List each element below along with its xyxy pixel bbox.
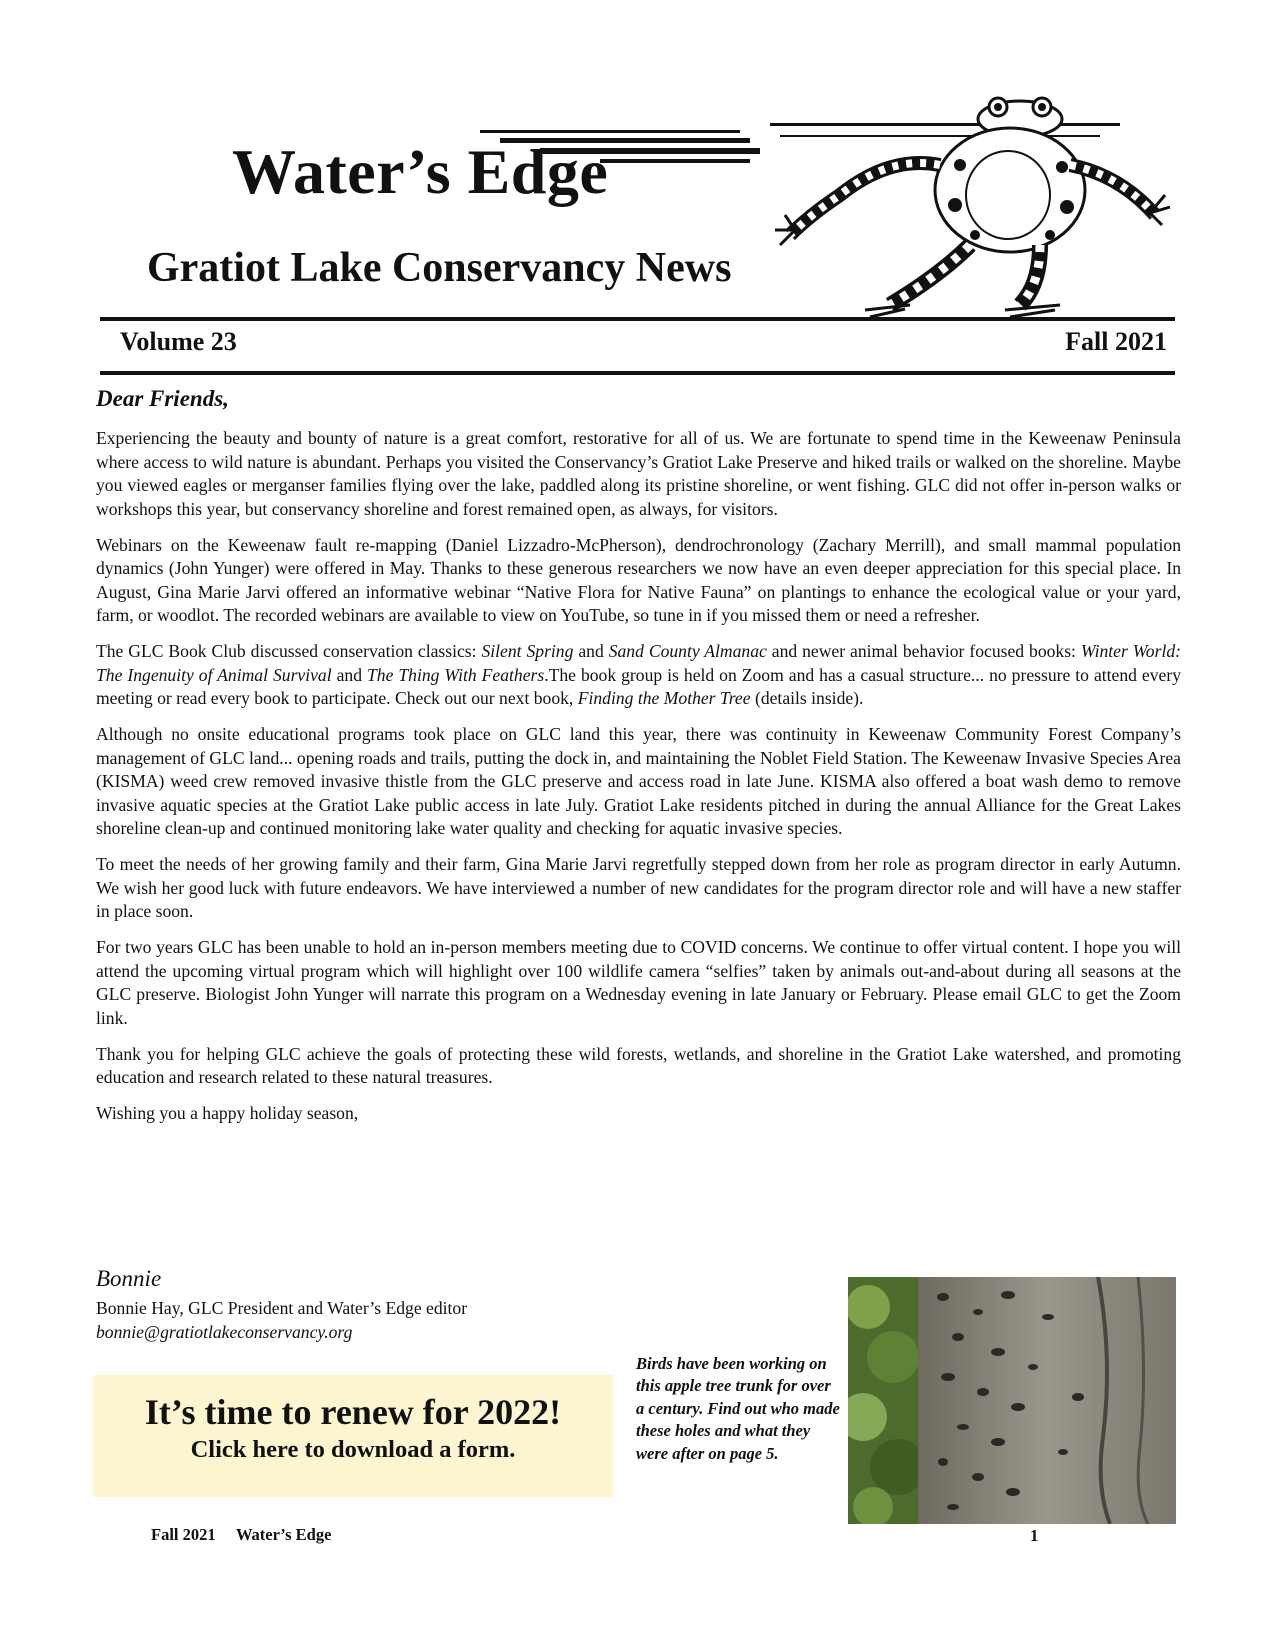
book-title: Sand County Almanac [608,641,767,661]
renewal-headline: It’s time to renew for 2022! [144,1392,562,1432]
paragraph-7: Thank you for helping GLC achieve the goals of protecting these wild forests, wetlands, and shoreline in the Gratiot Lake watershed, and promoting education and research related to these natural treasures. [96,1043,1181,1087]
volume-number: Volume 23 [120,327,237,356]
paragraph-3: The GLC Book Club discussed conservation classics: Silent Spring and Sand County Almanac and newer animal behavior focused books: Winter World: The Ingenuity of Animal Survival and The Thing With Feathers.The book group is held on Zoom and has a casual structure... no pressure to attend every meeting or read every book to participate. Check out our next book, Finding the Mother Tree (details inside). [96,641,1181,708]
president-letter [96,427,1181,1138]
paragraph-5: To meet the needs of her growing family and their farm, Gina Marie Jarvi regretfully stepped down from her role as program director in early Autumn. We wish her good luck with future endeavors. We have interviewed a number of new candidates for the program director role and will have a new staffer in place soon. [96,854,1181,921]
paragraph-2: Webinars on the Keweenaw fault re-mapping (Daniel Lizzadro-McPherson), dendrochronology (Zachary Merrill), and small mammal population dynamics (John Yunger) were offered in May. Thanks to these generous researchers we now have an even deeper appreciation for this special place. In August, Gina Marie Jarvi offered an informative webinar “Native Flora for Native Fauna” on plantings to enhance the ecological value or your yard, farm, or woodlot. The recorded webinars are available to view on YouTube, so tune in if you missed them or need a refresher. [96,534,1181,625]
salutation: Dear Friends, [96,386,229,411]
header-top-rule [100,317,1175,321]
download-form-link[interactable]: Click here to download a form. [190,1436,516,1463]
signature-name: Bonnie [96,1266,162,1291]
paragraph-1: Experiencing the beauty and bounty of nature is a great comfort, restorative for all of us. We are fortunate to spend time in the Keweenaw Peninsula where access to wild nature is abundant. Perhaps you visited the Conservancy’s Gratiot Lake Preserve and hiked trails or walked on the shoreline. Maybe you viewed eagles or merganser families flying over the lake, paddled along its pristine shoreline, or went fishing. GLC did not offer in-person walks or workshops this year, but conservancy shoreline and forest remained open, as always, for visitors. [96,428,1181,519]
closing-line: Wishing you a happy holiday season, [96,1103,359,1123]
issue-season: Fall 2021 [1065,327,1167,356]
page-number: 1 [1030,1526,1039,1545]
renewal-banner[interactable] [93,1375,613,1497]
header-bottom-rule [100,371,1175,375]
book-title: Silent Spring [481,641,574,661]
paragraph-6: For two years GLC has been unable to hold an in-person members meeting due to COVID concerns. We continue to offer virtual content. I hope you will attend the upcoming virtual program which will highlight over 100 wildlife camera “selfies” taken by animals out-and-about during all seasons at the GLC preserve. Biologist John Yunger will narrate this program on a Wednesday evening in late January or February. Please email GLC to get the Zoom link. [96,937,1181,1028]
newsletter-title: Water’s Edge [232,136,609,207]
signature-email: bonnie@gratiotlakeconservancy.org [96,1322,353,1342]
photo-caption: Birds have been working on this apple tree trunk for over a century. Find out who made these holes and what they were after on page 5. [636,1354,840,1463]
tree-trunk-photo [848,1277,1176,1524]
book-title: The Thing With Feathers [367,664,545,685]
paragraph-4: Although no onsite educational programs took place on GLC land this year, there was continuity in Keweenaw Community Forest Company’s management of GLC land... opening roads and trails, putting the dock in, and maintaining the Noblet Field Station. The Keweenaw Invasive Species Area (KISMA) weed crew removed invasive thistle from the GLC preserve and access road in late June. KISMA also offered a boat wash demo to remove invasive aquatic species at the Gratiot Lake public access in late July. Gratiot Lake residents pitched in during the annual Alliance for the Great Lakes shoreline clean-up and continued monitoring lake water quality and checking for aquatic invasive species. [96,724,1181,838]
newsletter-subtitle: Gratiot Lake Conservancy News [147,245,732,291]
book-title: Finding the Mother Tree [577,688,751,708]
signature-role: Bonnie Hay, GLC President and Water’s Edge editor [96,1298,468,1318]
frog-icon [770,95,1180,325]
book-title: Winter World: The Ingenuity of Animal Survival [96,641,1181,685]
footer-issue-label: Fall 2021 Water’s Edge [151,1525,332,1544]
